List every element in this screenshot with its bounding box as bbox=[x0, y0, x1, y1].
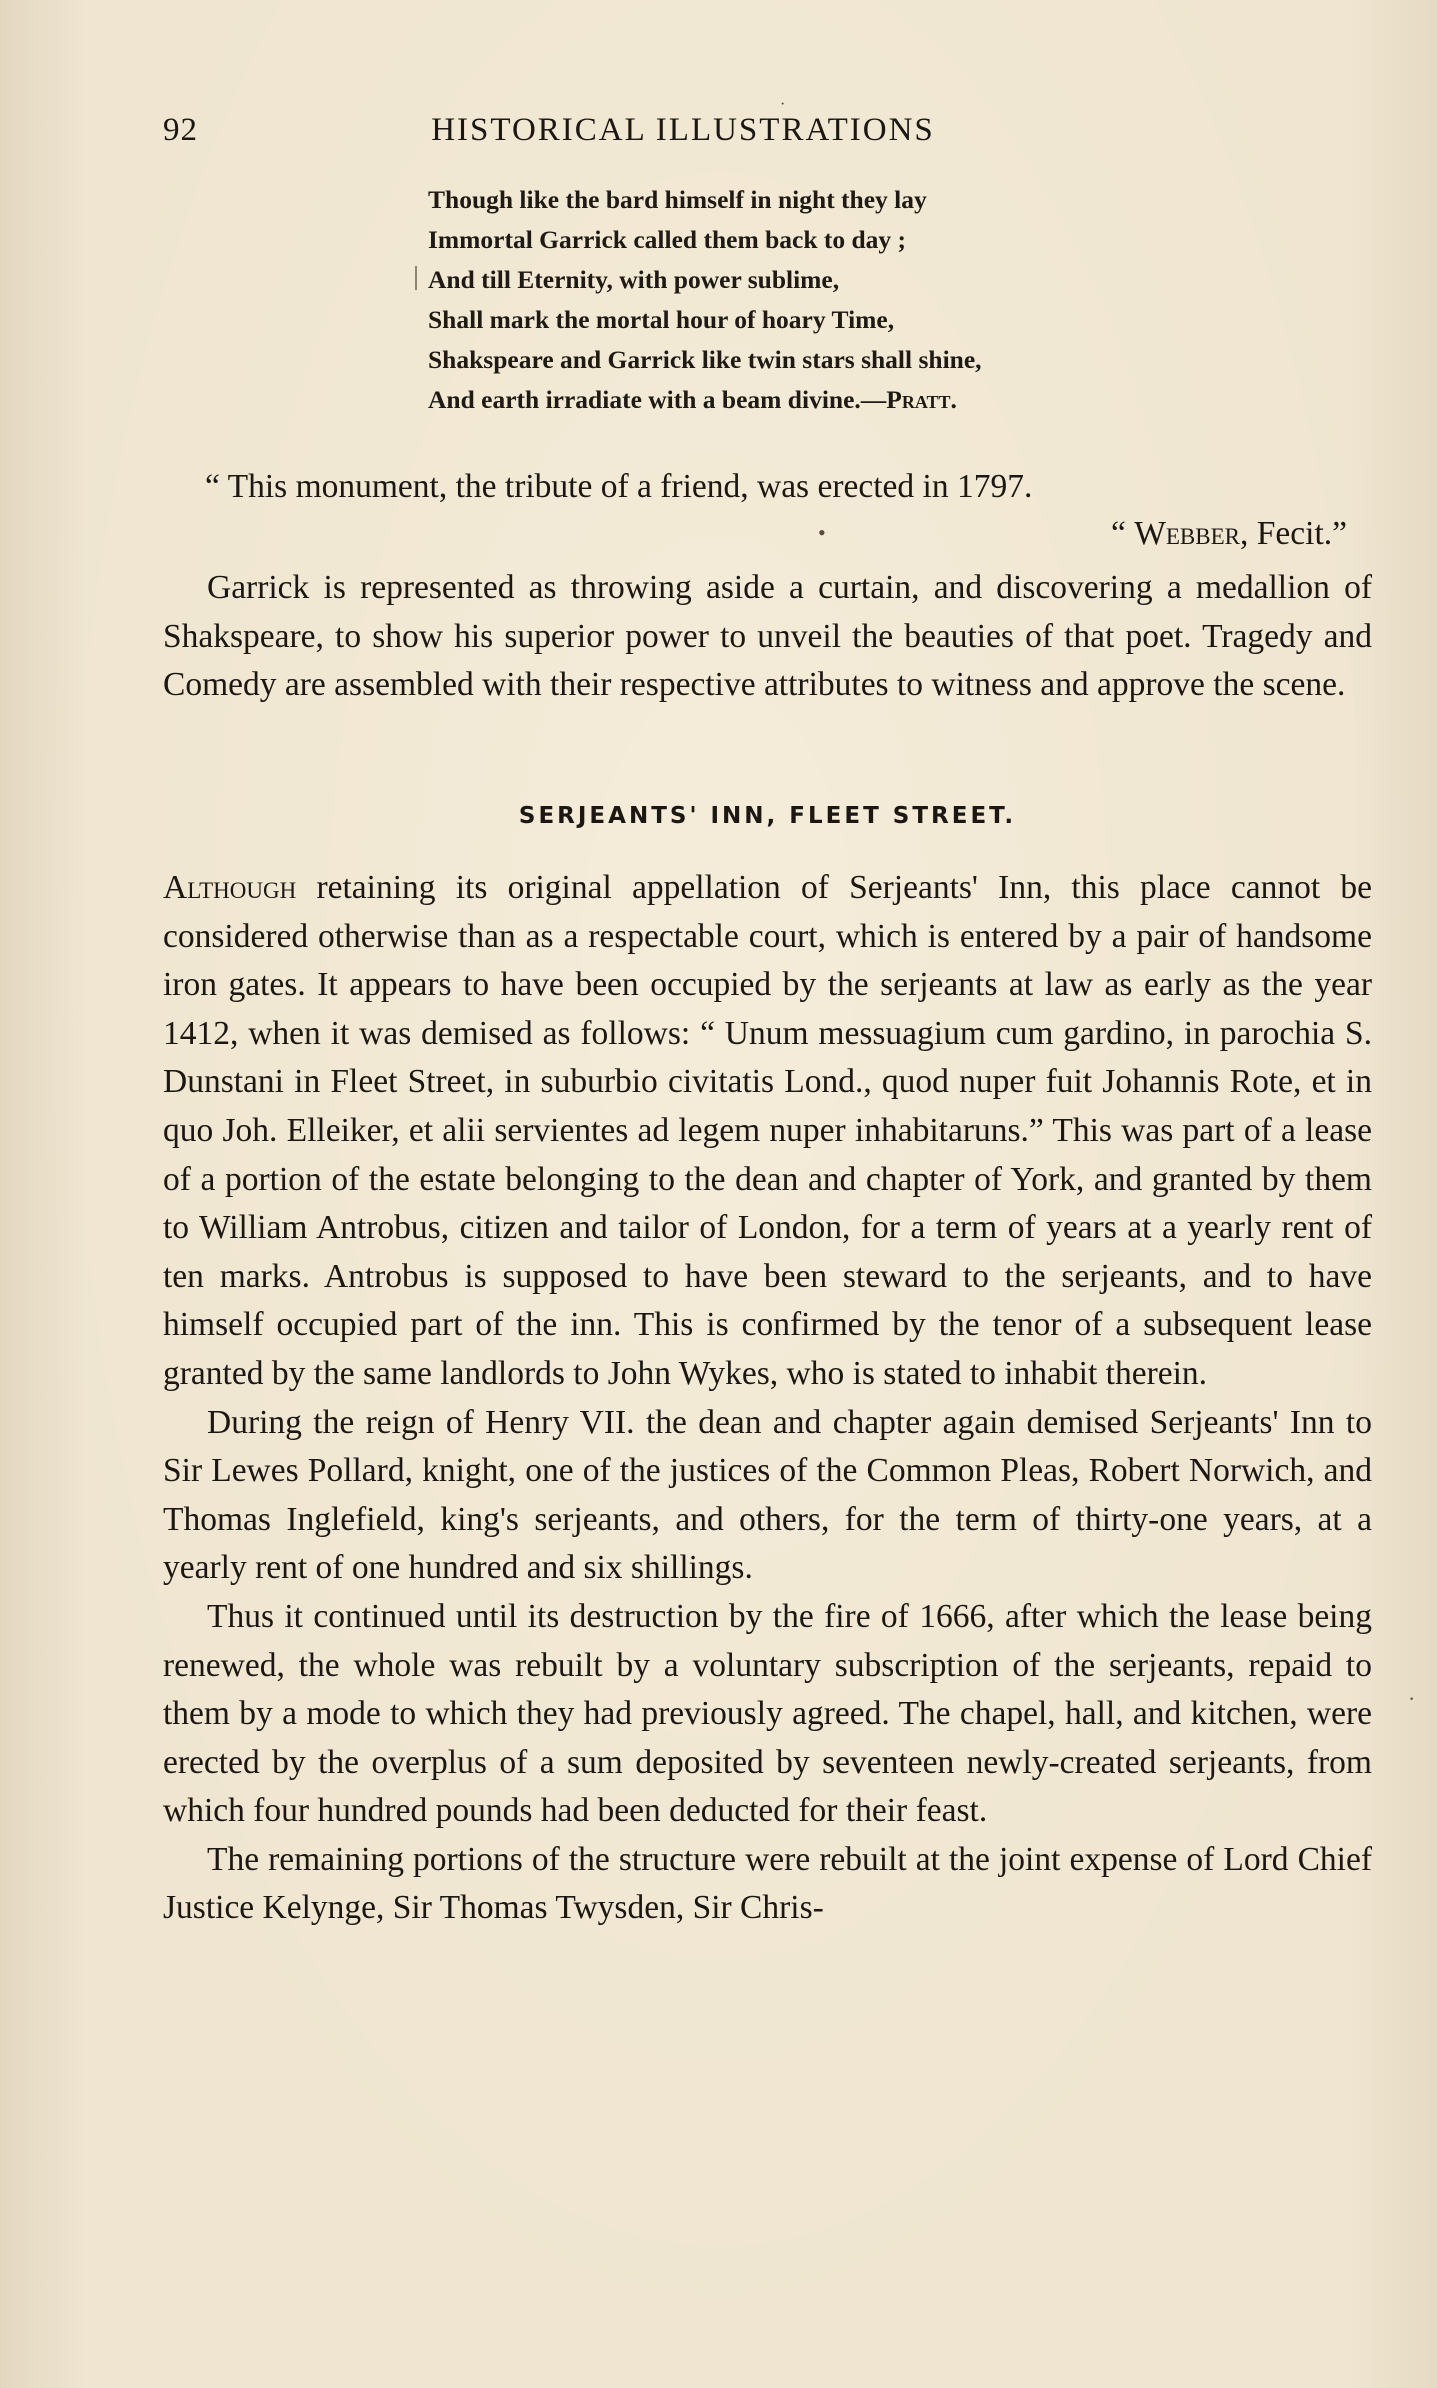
print-dot-mark: • bbox=[818, 520, 826, 545]
paragraph-5: The remaining portions of the structure were rebuilt at the joint expense of Lord Chief Justice Kelynge, Sir Thomas Twysden, Sir Chris- bbox=[163, 1840, 1372, 1927]
signature-name: Webber bbox=[1134, 515, 1241, 552]
poem-attribution: Pratt. bbox=[886, 385, 957, 414]
print-speck-mark: · bbox=[780, 96, 786, 113]
paragraph-2 bbox=[163, 864, 1372, 1399]
poem-block bbox=[428, 180, 1188, 420]
page-number: 92 bbox=[163, 112, 198, 148]
poem-line-1: Though like the bard himself in night they lay bbox=[428, 185, 927, 214]
inscription-signature bbox=[1111, 515, 1347, 553]
paragraph-garrick bbox=[163, 564, 1372, 710]
running-title: HISTORICAL ILLUSTRATIONS bbox=[431, 112, 935, 148]
paragraph-3: During the reign of Henry VII. the dean and chapter again demised Serjeants' Inn to Sir Lewes Pollard, knight, one of the justices of the Common Pleas, Robert Norwich, and Thomas Inglefield, king's serjeants, and others, for the term of thirty-one years, at a yearly rent of one hundred and six shillings. bbox=[163, 1403, 1372, 1587]
paragraph-2-lead: Although bbox=[163, 869, 297, 906]
poem-line-4: Shall mark the mortal hour of hoary Time, bbox=[428, 305, 895, 334]
section-body bbox=[163, 864, 1372, 1933]
poem-line-2: Immortal Garrick called them back to day ; bbox=[428, 225, 907, 254]
inscription-line: “ This monument, the tribute of a friend, was erected in 1797. bbox=[205, 468, 1033, 505]
signature-open-quote: “ bbox=[1111, 515, 1135, 552]
paragraph-2-text: retaining its original appellation of Serjeants' Inn, this place cannot be considered otherwise than as a respectable court, which is entered by a pair of handsome iron gates. It appears to have been occupied by the serjeants at law as early as the year 1412, when it was demised as follows: “ Unum messuagium cum gardino, in parochia S. Dunstani in Fleet Street, in suburbio civitatis Lond., quod nuper fuit Johannis Rote, et in quo Joh. Elleiker, et alii servientes ad legem nuper inhabitaruns.” This was part of a lease of a portion of the estate belonging to the dean and chapter of York, and granted by them to William Antrobus, citizen and tailor of London, for a term of years at a yearly rent of ten marks. Antrobus is supposed to have been steward to the serjeants, and to have himself occupied part of the inn. This is confirmed by the tenor of a subsequent lease granted by the same landlords to John Wykes, who is stated to inhabit therein. bbox=[163, 869, 1372, 1392]
section-heading: SERJEANTS' INN, FLEET STREET. bbox=[518, 803, 1017, 829]
margin-speck-mark: · bbox=[1408, 1686, 1416, 1711]
poem-line-3: And till Eternity, with power sublime, bbox=[428, 265, 840, 294]
poem-line-6-text: And earth irradiate with a beam divine.— bbox=[428, 385, 887, 414]
poem-line-6 bbox=[428, 380, 1188, 420]
margin-tick-mark bbox=[415, 266, 417, 290]
signature-tail: , Fecit.” bbox=[1240, 515, 1347, 552]
poem-line-5: Shakspeare and Garrick like twin stars shall shine, bbox=[428, 345, 982, 374]
page-header bbox=[163, 112, 1373, 156]
paragraph-1: Garrick is represented as throwing aside a curtain, and discovering a medallion of Shakspeare, to show his superior power to unveil the beauties of that poet. Tragedy and Comedy are assembled with their respective attributes to witness and approve the scene. bbox=[163, 569, 1372, 704]
paragraph-4: Thus it continued until its destruction by the fire of 1666, after which the lease being renewed, the whole was rebuilt by a voluntary subscription of the serjeants, repaid to them by a mode to which they had previously agreed. The chapel, hall, and kitchen, were erected by the overplus of a sum deposited by seventeen newly-created serjeants, from which four hundred pounds had been deducted for their feast. bbox=[163, 1597, 1372, 1830]
